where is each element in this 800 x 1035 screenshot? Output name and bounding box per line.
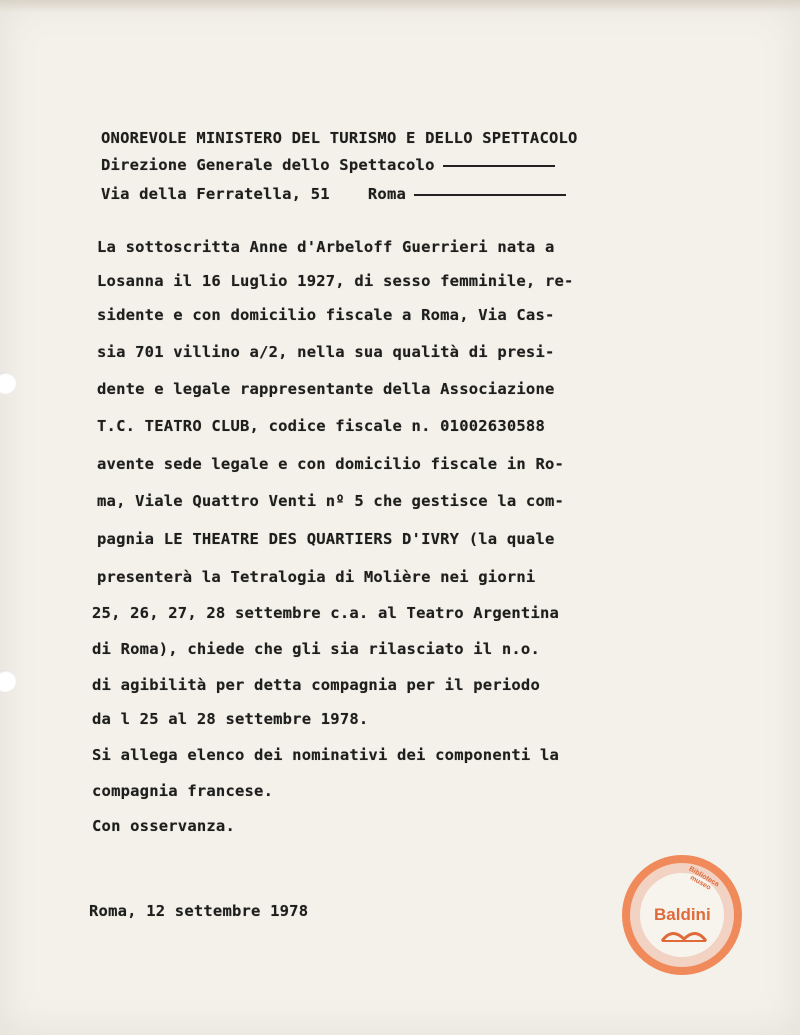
body-line: avente sede legale e con domicilio fiscale in Ro- [97,455,565,473]
body-line: da l 25 al 28 settembre 1978. [92,710,369,728]
body-line: compagnia francese. [92,782,274,800]
punch-hole [0,372,16,394]
body-line: Losanna il 16 Luglio 1927, di sesso femminile, re- [97,272,574,290]
header-line-2-text: Direzione Generale dello Spettacolo [101,156,435,174]
punch-hole [0,670,16,692]
body-line: sia 701 villino a/2, nella sua qualità di presi- [97,343,555,361]
header-line-2 [101,158,555,174]
header-line-3 [101,187,566,203]
body-line: sidente e con domicilio fiscale a Roma, Via Cas- [97,306,555,324]
open-book-icon [660,925,708,943]
body-line: pagnia LE THEATRE DES QUARTIERS D'IVRY (la quale [97,530,555,548]
typed-rule [443,165,555,167]
body-line: Con osservanza. [92,817,235,835]
header-line-3-text: Via della Ferratella, 51 Roma [101,185,407,203]
body-line: T.C. TEATRO CLUB, codice fiscale n. 01002630588 [97,417,545,435]
stamp-brand: Baldini [654,905,711,924]
stamp-small-text: Biblioteca museo [687,865,720,892]
body-line: presenterà la Tetralogia di Molière nei giorni [97,568,536,586]
place-date: Roma, 12 settembre 1978 [89,902,309,920]
body-line: 25, 26, 27, 28 settembre c.a. al Teatro Argentina [92,604,560,622]
library-stamp [622,855,742,975]
typed-rule [414,194,566,196]
body-line: La sottoscritta Anne d'Arbeloff Guerrieri nata a [97,238,555,256]
header-line-1: ONOREVOLE MINISTERO DEL TURISMO E DELLO SPETTACOLO [101,129,578,147]
body-line: Si allega elenco dei nominativi dei componenti la [92,746,560,764]
body-line: ma, Viale Quattro Venti nº 5 che gestisce la com- [97,492,565,510]
body-line: di agibilità per detta compagnia per il periodo [92,676,540,694]
body-line: di Roma), chiede che gli sia rilasciato il n.o. [92,640,540,658]
body-line: dente e legale rappresentante della Associazione [97,380,555,398]
